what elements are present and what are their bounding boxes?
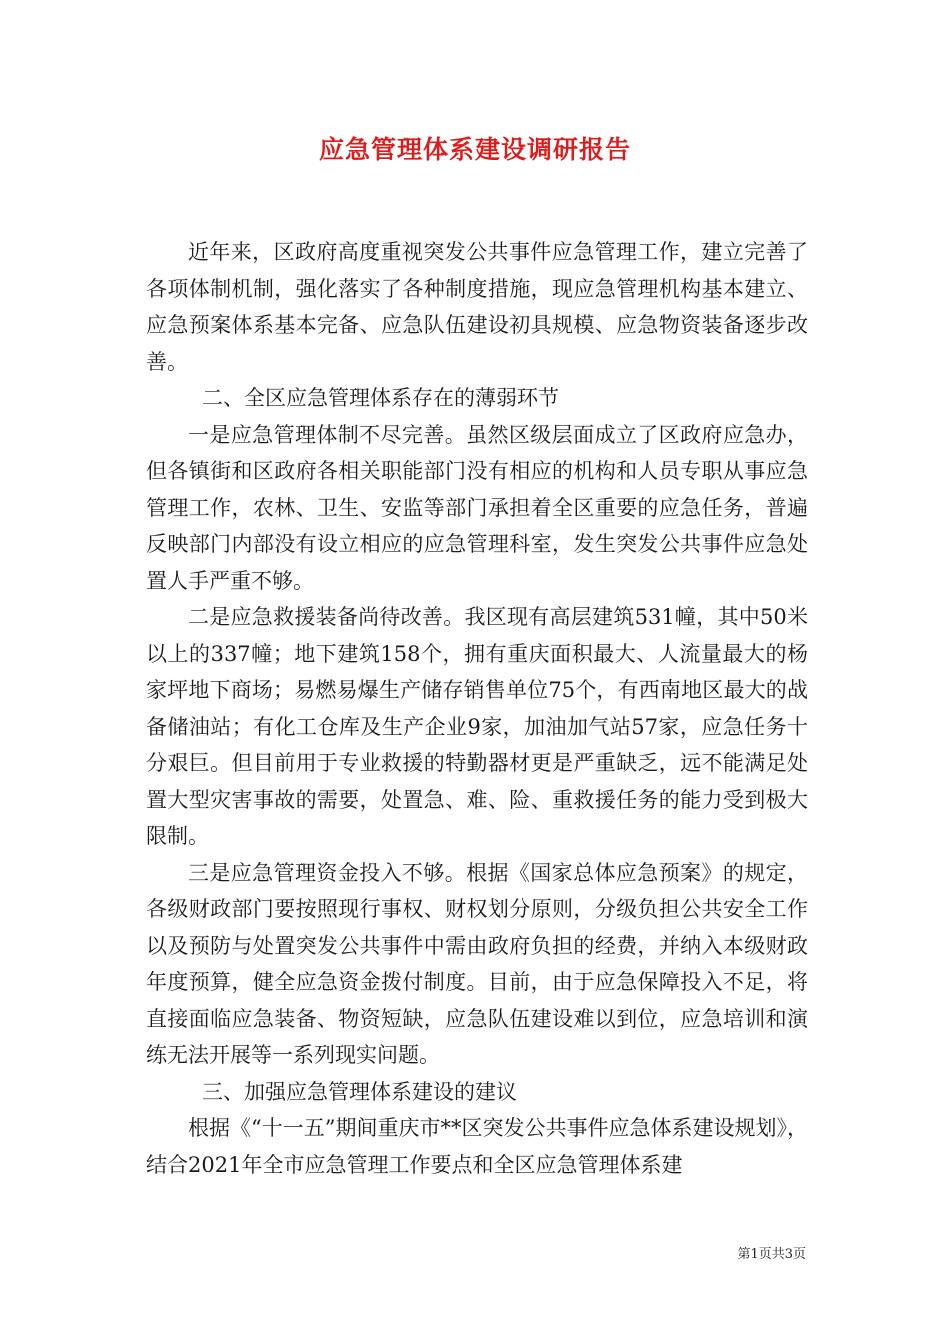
page-number: 第1页共3页 (737, 1247, 806, 1262)
paragraph-intro: 近年来，区政府高度重视突发公共事件应急管理工作，建立完善了各项体制机制，强化落实了各种制度措施，现应急管理机构基本建立、应急预案体系基本完备、应急队伍建设初具规模、应急物资装备逐步改善。 (146, 240, 808, 374)
paragraph-system: 一是应急管理体制不尽完善。虽然区级层面成立了区政府应急办，但各镇街和区政府各相关职能部门没有相应的机构和人员专职从事应急管理工作，农林、卫生、安监等部门承担着全区重要的应急任务，普遍反映部门内部没有设立相应的应急管理科室，发生突发公共事件应急处置人手严重不够。 (146, 422, 808, 593)
document-body (146, 234, 808, 1183)
section-heading-suggestions: 三、加强应急管理体系建设的建议 (202, 1079, 517, 1104)
paragraph-plan: 根据《“十一五”期间重庆市**区突发公共事件应急体系建设规划》，结合2021年全市应急管理工作要点和全区应急管理体系建 (146, 1116, 808, 1177)
section-heading-weaknesses: 二、全区应急管理体系存在的薄弱环节 (202, 386, 559, 410)
paragraph-funding: 三是应急管理资金投入不够。根据《国家总体应急预案》的规定，各级财政部门要按照现行事权、财权划分原则，分级负担公共安全工作以及预防与处置突发公共事件中需由政府负担的经费，并纳入本级财政年度预算，健全应急资金拨付制度。目前，由于应急保障投入不足，将直接面临应急装备、物资短缺，应急队伍建设难以到位，应急培训和演练无法开展等一系列现实问题。 (146, 860, 808, 1067)
paragraph-equipment: 二是应急救援装备尚待改善。我区现有高层建筑531幢，其中50米以上的337幢；地下建筑158个，拥有重庆面积最大、人流量最大的杨家坪地下商场；易燃易爆生产储存销售单位75个，有西南地区最大的战备储油站；有化工仓库及生产企业9家，加油加气站57家，应急任务十分艰巨。但目前用于专业救援的特勤器材更是严重缺乏，远不能满足处置大型灾害事故的需要，处置急、难、险、重救援任务的能力受到极大限制。 (146, 605, 808, 848)
document-title: 应急管理体系建设调研报告 (318, 135, 631, 164)
